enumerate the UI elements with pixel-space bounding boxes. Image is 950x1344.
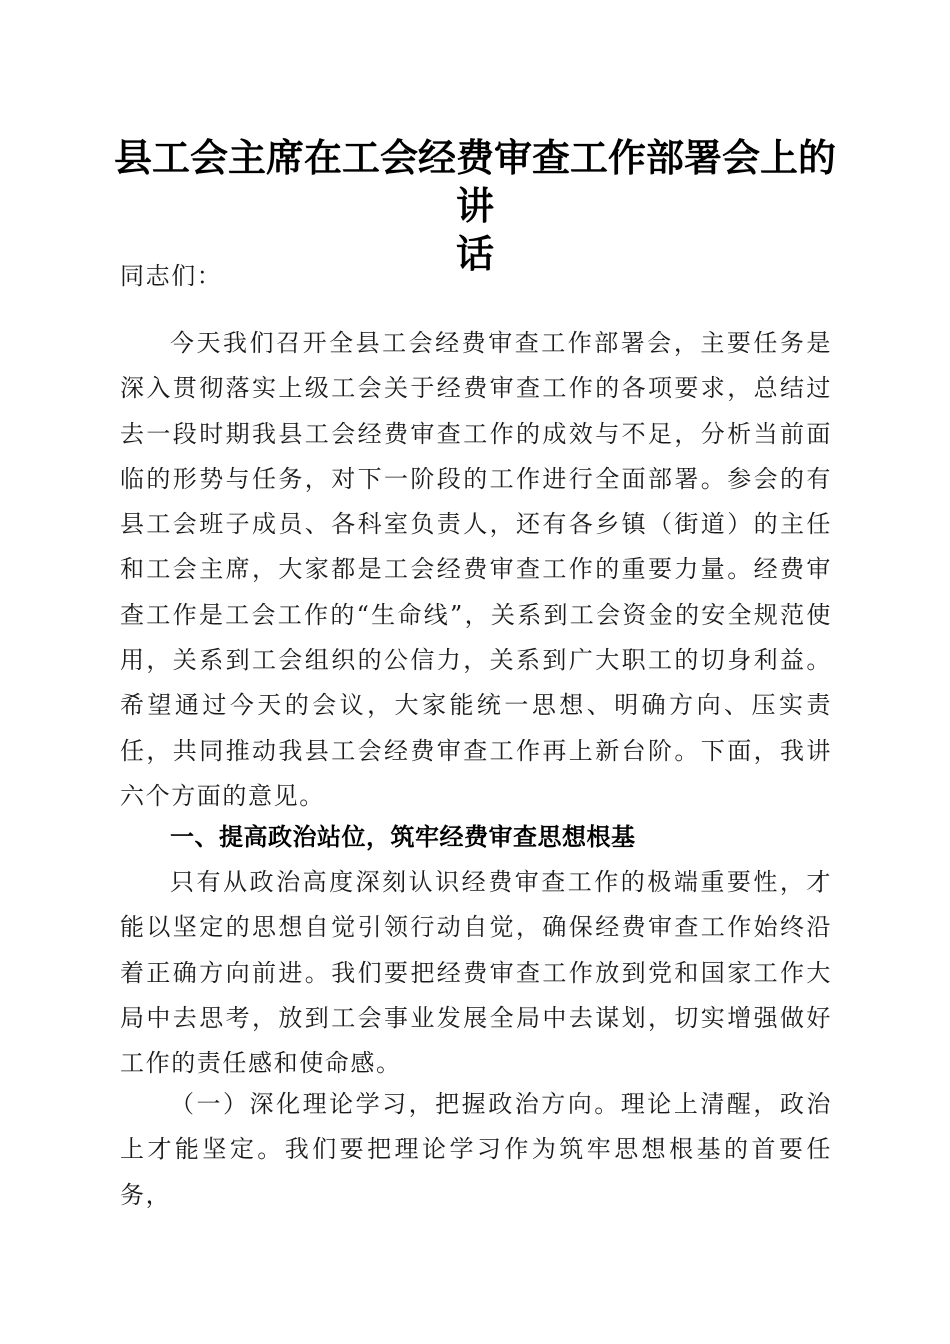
body-block-2 (120, 860, 832, 1086)
paragraph-section-1: 只有从政治高度深刻认识经费审查工作的极端重要性，才能以坚定的思想自觉引领行动自觉，确保经费审查工作始终沿着正确方向前进。我们要把经费审查工作放到党和国家工作大局中去思考，放到工会事业发展全局中去谋划，切实增强做好工作的责任感和使命感。 (120, 868, 832, 1078)
title-line-2: 话 (455, 231, 494, 276)
title-line-1: 县工会主席在工会经费审查工作部署会上的讲 (113, 135, 836, 228)
body-block-1 (120, 321, 832, 819)
section-heading-1: 一、提高政治站位，筑牢经费审查思想根基 (170, 823, 636, 851)
greeting: 同志们： (120, 262, 223, 290)
body-block-3 (120, 1082, 832, 1218)
paragraph-subsection-1: （一）深化理论学习，把握政治方向。理论上清醒，政治上才能坚定。我们要把理论学习作为筑牢思想根基的首要任务， (120, 1090, 832, 1209)
paragraph-intro: 今天我们召开全县工会经费审查工作部署会，主要任务是深入贯彻落实上级工会关于经费审查工作的各项要求，总结过去一段时期我县工会经费审查工作的成效与不足，分析当前面临的形势与任务，对下一阶段的工作进行全面部署。参会的有县工会班子成员、各科室负责人，还有各乡镇（街道）的主任和工会主席，大家都是工会经费审查工作的重要力量。经费审查工作是工会工作的“生命线”，关系到工会资金的安全规范使用，关系到工会组织的公信力，关系到广大职工的切身利益。希望通过今天的会议，大家能统一思想、明确方向、压实责任，共同推动我县工会经费审查工作再上新台阶。下面，我讲六个方面的意见。 (120, 329, 832, 810)
